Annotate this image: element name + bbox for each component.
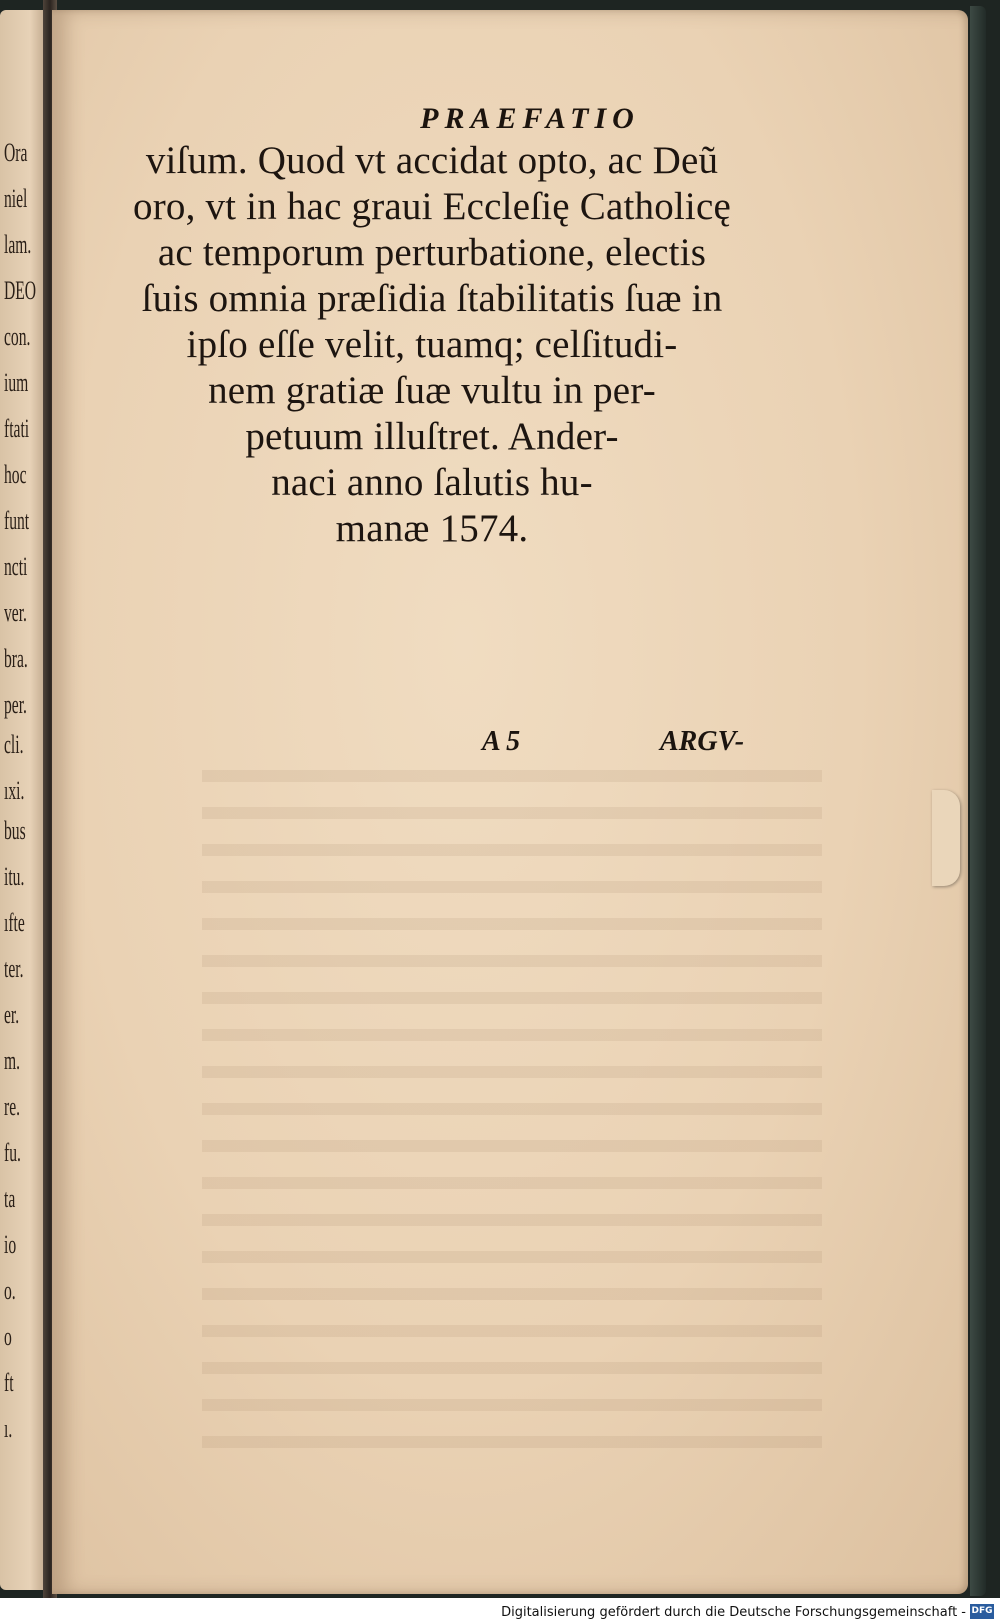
left-page-fragment: o [4,1322,12,1351]
left-page-fragment: cli. [4,730,24,759]
text-line: petuum illuſtret. Ander- [245,415,619,458]
left-page-fragment: con. [4,322,31,351]
left-page-fragment: ıxi. [4,776,25,805]
left-page-fragment: ium [4,368,29,397]
text-line: oro, vt in hac graui Eccleſię Catholicę [133,185,731,228]
left-page-fragment: o. [4,1276,16,1305]
left-page-fragment: ftati [4,414,30,443]
text-line: ipſo eſſe velit, tuamq; celſitudi- [186,323,678,366]
left-page-fragment: lam. [4,230,32,259]
dfg-logo: DFG [970,1604,994,1619]
catchword: ARGV- [660,726,745,757]
left-page-fragment: bra. [4,644,28,673]
left-page-fragment: ıfte [4,908,25,937]
left-page-fragment: itu. [4,862,25,891]
footer-credit: Digitalisierung gefördert durch die Deutsche Forschungsgemeinschaft - [501,1605,966,1620]
text-line: viſum. Quod vt accidat opto, ac Deũ [145,139,719,182]
left-page-fragment: ft [4,1368,14,1397]
bleed-through-text [202,770,822,1470]
text-line: naci anno ſalutis hu- [271,461,593,504]
left-page-fragment: ncti [4,552,28,581]
text-line: ac temporum perturbatione, electis [157,231,707,274]
running-head: PRAEFATIO [420,102,640,135]
left-page-fragment: bus [4,816,26,845]
left-page-fragment: hoc [4,460,27,489]
signature-mark: A 5 [482,726,521,757]
digitization-footer [0,1598,1000,1624]
left-page-fragment: ver. [4,598,27,627]
left-page-fragment: re. [4,1092,21,1121]
left-page-fragment: per. [4,690,27,719]
left-page-fragment: m. [4,1046,21,1075]
left-page-fragment: io [4,1230,17,1259]
left-page-fragment: ter. [4,954,24,983]
bookmark-tab [932,790,960,886]
left-page-fragment: DEO [4,276,37,305]
left-page-fragment: ı. [4,1414,13,1443]
text-line: nem gratiæ ſuæ vultu in per- [208,369,656,412]
text-line: manæ 1574. [335,507,529,550]
left-page-fragment: ta [4,1184,16,1213]
text-line: ſuis omnia præſidia ſtabilitatis ſuæ in [141,277,723,320]
left-page-fragment: niel [4,184,28,213]
left-page-fragment: fu. [4,1138,21,1167]
book-edge [970,6,986,1596]
left-page-fragment: er. [4,1000,20,1029]
left-page-fragment: Ora [4,138,28,167]
book-page [52,10,968,1594]
left-page-fragment: funt [4,506,30,535]
